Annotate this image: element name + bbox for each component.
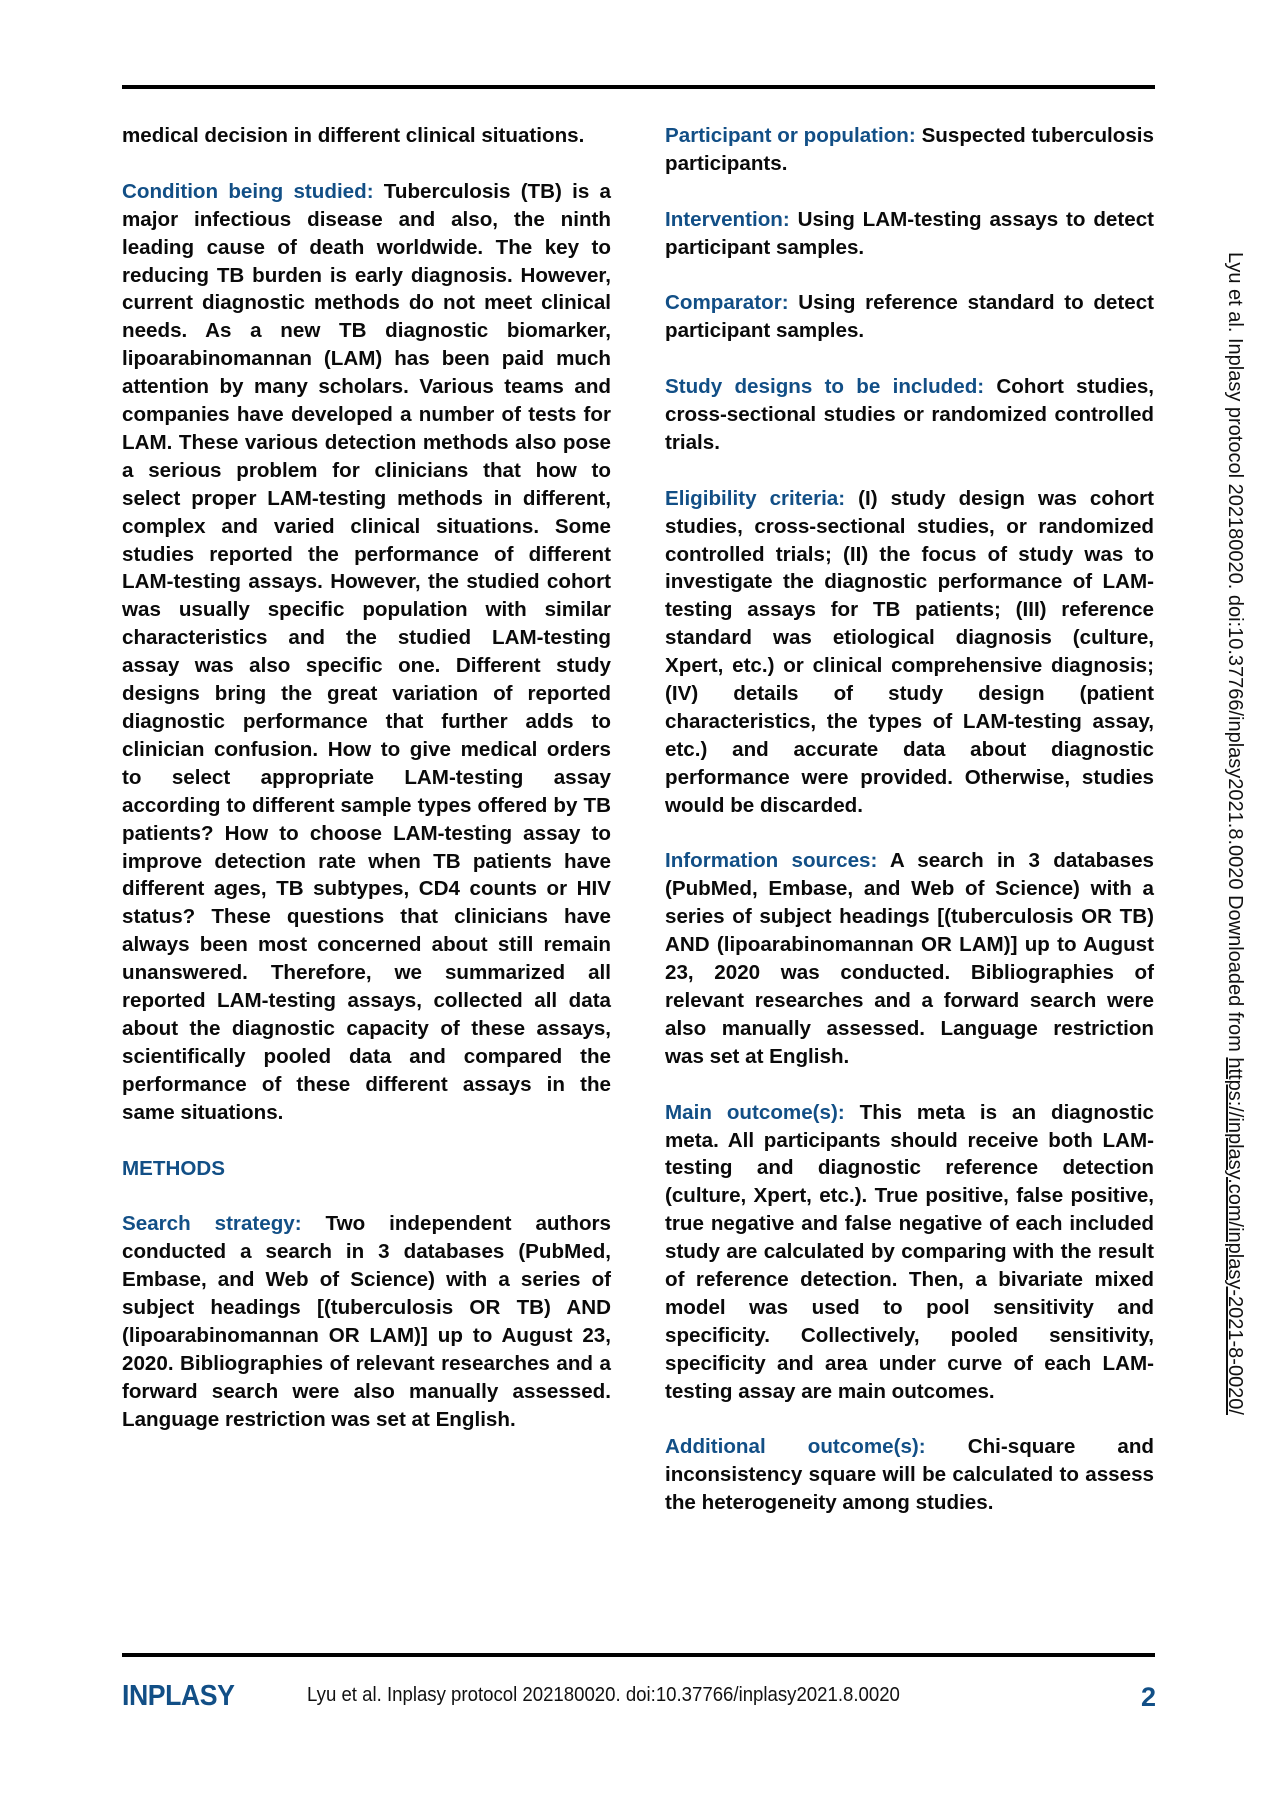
eligibility-section: [665, 485, 1154, 820]
right-column: [665, 122, 1154, 1545]
header-rule: [122, 85, 1155, 89]
download-link[interactable]: https://inplasy.com/inplasy-2021-8-0020/: [1224, 1057, 1246, 1415]
intervention-section: [665, 206, 1154, 262]
information-sources-text: A search in 3 databases (PubMed, Embase, and Web of Science) with a series of subject headings [(tuberculosis OR TB) AND (lipoarabinomannan OR LAM)] up to August 23, 2020 was conducted. Bibliographies of relevant researches and a forward search were also manually assessed. Language restriction was set at English.: [665, 849, 1154, 1068]
additional-outcomes-text: Chi-square and inconsistency square will be calculated to assess the heterogeneity among studies.: [665, 1435, 1154, 1515]
main-outcomes-section: [665, 1099, 1154, 1406]
search-strategy-label: Search strategy:: [122, 1212, 302, 1236]
journal-logo: INPLASY: [122, 1680, 235, 1712]
download-watermark: [1223, 252, 1246, 1415]
main-outcomes-text: This meta is an diagnostic meta. All participants should receive both LAM-testing and diagnostic reference detection (culture, Xpert, etc.). True positive, false positive, true negative and false negative of each included study are calculated by comparing with the result of reference detection. Then, a bivariate mixed model was used to pool sensitivity and specificity. Collectively, pooled sensitivity, specificity and area under curve of each LAM-testing assay are main outcomes.: [665, 1100, 1154, 1403]
additional-outcomes-section: [665, 1433, 1154, 1517]
condition-text: Tuberculosis (TB) is a major infectious disease and also, the ninth leading cause of death worldwide. The key to reducing TB burden is early diagnosis. However, current diagnostic methods do not meet clinical needs. As a new TB diagnostic biomarker, lipoarabinomannan (LAM) has been paid much attention by many scholars. Various teams and companies have developed a number of tests for LAM. These various detection methods also pose a serious problem for clinicians that how to select proper LAM-testing methods in different, complex and varied clinical situations. Some studies reported the performance of different LAM-testing assays. However, the studied cohort was usually specific population with similar characteristics and the studied LAM-testing assay was also specific one. Different study designs bring the great variation of reported diagnostic performance that further adds to clinician confusion. How to give medical orders to select appropriate LAM-testing assay according to different sample types offered by TB patients? How to choose LAM-testing assay to improve detection rate when TB patients have different ages, TB subtypes, CD4 counts or HIV status? These questions that clinicians have always been most concerned about still remain unanswered. Therefore, we summarized all reported LAM-testing assays, collected all data about the diagnostic capacity of these assays, scientifically pooled data and compared the performance of these different assays in the same situations.: [122, 179, 611, 1124]
intervention-text: Using LAM-testing assays to detect participant samples.: [665, 207, 1154, 259]
footer-citation: Lyu et al. Inplasy protocol 202180020. doi:10.37766/inplasy2021.8.0020: [307, 1684, 900, 1706]
comparator-label: Comparator:: [665, 291, 789, 315]
page-number: 2: [1140, 1682, 1156, 1712]
information-sources-section: [665, 847, 1154, 1070]
information-sources-label: Information sources:: [665, 849, 878, 873]
condition-section: [122, 178, 611, 1127]
search-strategy-text: Two independent authors conducted a search in 3 databases (PubMed, Embase, and Web of Science) with a series of subject headings [(tuberculosis OR TB) AND (lipoarabinomannan OR LAM)] up to August 23, 2020. Bibliographies of relevant researches and a forward search were also manually assessed. Language restriction was set at English.: [122, 1212, 611, 1431]
additional-outcomes-label: Additional outcome(s):: [665, 1435, 926, 1459]
footer-rule: [122, 1653, 1155, 1657]
participant-text: Suspected tuberculosis participants.: [665, 124, 1154, 175]
comparator-section: [665, 289, 1154, 345]
left-column: [122, 122, 611, 1461]
participant-label: Participant or population:: [665, 124, 916, 147]
watermark-text: Lyu et al. Inplasy protocol 202180020. doi:10.37766/inplasy2021.8.0020 Downloaded from: [1224, 252, 1246, 1058]
study-designs-text: Cohort studies, cross-sectional studies or randomized controlled trials.: [665, 375, 1154, 454]
study-designs-section: [665, 373, 1154, 457]
participant-section: [665, 122, 1154, 178]
comparator-text: Using reference standard to detect participant samples.: [665, 291, 1154, 343]
main-outcomes-label: Main outcome(s):: [665, 1100, 845, 1124]
continuation-paragraph: medical decision in different clinical situations.: [122, 124, 585, 147]
study-designs-label: Study designs to be included:: [665, 375, 985, 399]
intervention-label: Intervention:: [665, 207, 790, 231]
methods-heading: METHODS: [122, 1156, 225, 1180]
search-strategy-section: [122, 1210, 611, 1433]
eligibility-text: (I) study design was cohort studies, cross-sectional studies, or randomized controlled trials; (II) the focus of study was to investigate the diagnostic performance of LAM-testing assays for TB patients; (III) reference standard was etiological diagnosis (culture, Xpert, etc.) or clinical comprehensive diagnosis; (IV) details of study design (patient characteristics, the types of LAM-testing assay, etc.) and accurate data about diagnostic performance were provided. Otherwise, studies would be discarded.: [665, 486, 1154, 817]
eligibility-label: Eligibility criteria:: [665, 486, 846, 510]
condition-label: Condition being studied:: [122, 179, 374, 203]
